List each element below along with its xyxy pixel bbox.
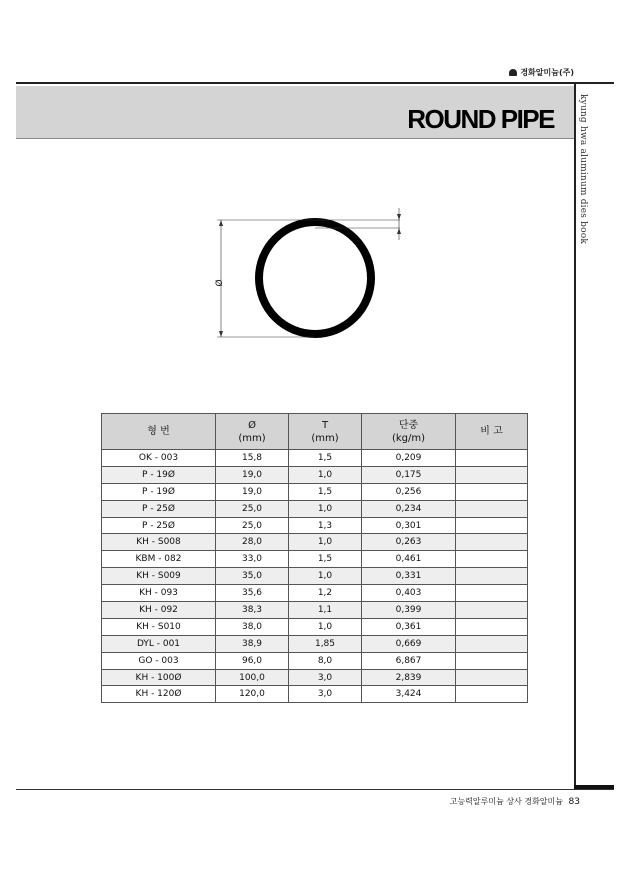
table-row bbox=[102, 568, 528, 585]
cell-thickness: 1,2 bbox=[289, 585, 362, 602]
cell-weight: 0,399 bbox=[362, 602, 456, 619]
cell-weight: 0,234 bbox=[362, 500, 456, 517]
cell-weight: 0,403 bbox=[362, 585, 456, 602]
cell-weight: 0,263 bbox=[362, 534, 456, 551]
cell-remark bbox=[456, 466, 528, 483]
table-row bbox=[102, 551, 528, 568]
cell-model: KH - 120Ø bbox=[102, 686, 216, 703]
diameter-label: Ø bbox=[215, 279, 225, 287]
cell-diameter: 96,0 bbox=[216, 652, 289, 669]
cell-diameter: 25,0 bbox=[216, 517, 289, 534]
round-pipe-drawing bbox=[205, 200, 415, 350]
cell-thickness: 1,0 bbox=[289, 618, 362, 635]
table-row bbox=[102, 652, 528, 669]
top-rule bbox=[16, 82, 614, 84]
cell-model: KH - 092 bbox=[102, 602, 216, 619]
cell-weight: 6,867 bbox=[362, 652, 456, 669]
cell-remark bbox=[456, 602, 528, 619]
thickness-arrow-top bbox=[397, 214, 401, 220]
cell-thickness: 1,0 bbox=[289, 466, 362, 483]
cell-remark bbox=[456, 686, 528, 703]
page-number: 83 bbox=[568, 797, 580, 807]
header-remark: 비 고 bbox=[456, 414, 528, 450]
cell-model: KH - 093 bbox=[102, 585, 216, 602]
cell-thickness: 1,3 bbox=[289, 517, 362, 534]
cell-weight: 3,424 bbox=[362, 686, 456, 703]
cell-thickness: 1,0 bbox=[289, 568, 362, 585]
cell-remark bbox=[456, 551, 528, 568]
cell-diameter: 38,9 bbox=[216, 635, 289, 652]
header-weight: 단중 (kg/m) bbox=[362, 414, 456, 450]
cell-remark bbox=[456, 483, 528, 500]
cell-model: DYL - 001 bbox=[102, 635, 216, 652]
table-row bbox=[102, 686, 528, 703]
cell-weight: 0,209 bbox=[362, 450, 456, 467]
cell-model: P - 19Ø bbox=[102, 483, 216, 500]
header-model: 형 번 bbox=[102, 414, 216, 450]
cell-model: OK - 003 bbox=[102, 450, 216, 467]
cell-model: GO - 003 bbox=[102, 652, 216, 669]
company-name bbox=[509, 67, 574, 78]
table-row bbox=[102, 585, 528, 602]
header-diameter: Ø (mm) bbox=[216, 414, 289, 450]
title-banner bbox=[16, 86, 574, 139]
company-label: 경화알미늄(주) bbox=[520, 68, 574, 77]
cell-diameter: 19,0 bbox=[216, 466, 289, 483]
cell-thickness: 3,0 bbox=[289, 669, 362, 686]
cell-thickness: 1,0 bbox=[289, 500, 362, 517]
page-title: ROUND PIPE bbox=[407, 104, 554, 134]
thickness-arrow-bottom bbox=[397, 228, 401, 234]
cell-remark bbox=[456, 500, 528, 517]
cell-diameter: 38,3 bbox=[216, 602, 289, 619]
cell-thickness: 3,0 bbox=[289, 686, 362, 703]
diameter-arrow-top bbox=[219, 220, 223, 226]
cell-model: KH - S009 bbox=[102, 568, 216, 585]
cell-thickness: 1,0 bbox=[289, 534, 362, 551]
table-row bbox=[102, 483, 528, 500]
cell-model: KBM - 082 bbox=[102, 551, 216, 568]
cell-diameter: 35,0 bbox=[216, 568, 289, 585]
cell-diameter: 15,8 bbox=[216, 450, 289, 467]
cell-diameter: 100,0 bbox=[216, 669, 289, 686]
diameter-arrow-bottom bbox=[219, 331, 223, 337]
header-thickness: T (mm) bbox=[289, 414, 362, 450]
cell-model: KH - S010 bbox=[102, 618, 216, 635]
cell-diameter: 33,0 bbox=[216, 551, 289, 568]
cell-model: P - 19Ø bbox=[102, 466, 216, 483]
cell-thickness: 1,1 bbox=[289, 602, 362, 619]
bottom-rule bbox=[16, 789, 614, 790]
cell-thickness: 1,5 bbox=[289, 551, 362, 568]
cell-weight: 0,256 bbox=[362, 483, 456, 500]
cell-remark bbox=[456, 652, 528, 669]
cell-remark bbox=[456, 635, 528, 652]
cell-thickness: 8,0 bbox=[289, 652, 362, 669]
cell-weight: 0,361 bbox=[362, 618, 456, 635]
cell-thickness: 1,5 bbox=[289, 483, 362, 500]
cell-thickness: 1,85 bbox=[289, 635, 362, 652]
table-row bbox=[102, 500, 528, 517]
cell-remark bbox=[456, 534, 528, 551]
cell-diameter: 25,0 bbox=[216, 500, 289, 517]
table-row bbox=[102, 450, 528, 467]
cell-model: P - 25Ø bbox=[102, 500, 216, 517]
table-row bbox=[102, 517, 528, 534]
cell-thickness: 1,5 bbox=[289, 450, 362, 467]
table-row bbox=[102, 618, 528, 635]
table-header-row bbox=[102, 414, 528, 450]
table-row bbox=[102, 602, 528, 619]
cell-diameter: 120,0 bbox=[216, 686, 289, 703]
cell-remark bbox=[456, 450, 528, 467]
cell-diameter: 35,6 bbox=[216, 585, 289, 602]
cell-diameter: 38,0 bbox=[216, 618, 289, 635]
company-logo-icon bbox=[509, 69, 517, 76]
cell-remark bbox=[456, 568, 528, 585]
cell-weight: 0,175 bbox=[362, 466, 456, 483]
cell-weight: 0,461 bbox=[362, 551, 456, 568]
cell-remark bbox=[456, 618, 528, 635]
cell-remark bbox=[456, 585, 528, 602]
side-rule bbox=[574, 84, 576, 787]
footer-text: 고능력알루미늄 상사 경화알미늄 bbox=[449, 797, 563, 806]
cell-model: KH - S008 bbox=[102, 534, 216, 551]
cell-weight: 0,301 bbox=[362, 517, 456, 534]
table-row bbox=[102, 466, 528, 483]
table-row bbox=[102, 669, 528, 686]
cell-diameter: 28,0 bbox=[216, 534, 289, 551]
cell-remark bbox=[456, 669, 528, 686]
side-caption: kyung hwa aluminum dies book bbox=[578, 94, 588, 245]
cell-weight: 0,669 bbox=[362, 635, 456, 652]
cell-model: KH - 100Ø bbox=[102, 669, 216, 686]
cell-model: P - 25Ø bbox=[102, 517, 216, 534]
spec-table bbox=[101, 413, 528, 703]
pipe-section bbox=[259, 222, 371, 334]
table-row bbox=[102, 534, 528, 551]
footer bbox=[450, 796, 580, 807]
cell-weight: 0,331 bbox=[362, 568, 456, 585]
table-row bbox=[102, 635, 528, 652]
cell-remark bbox=[456, 517, 528, 534]
cell-weight: 2,839 bbox=[362, 669, 456, 686]
cell-diameter: 19,0 bbox=[216, 483, 289, 500]
